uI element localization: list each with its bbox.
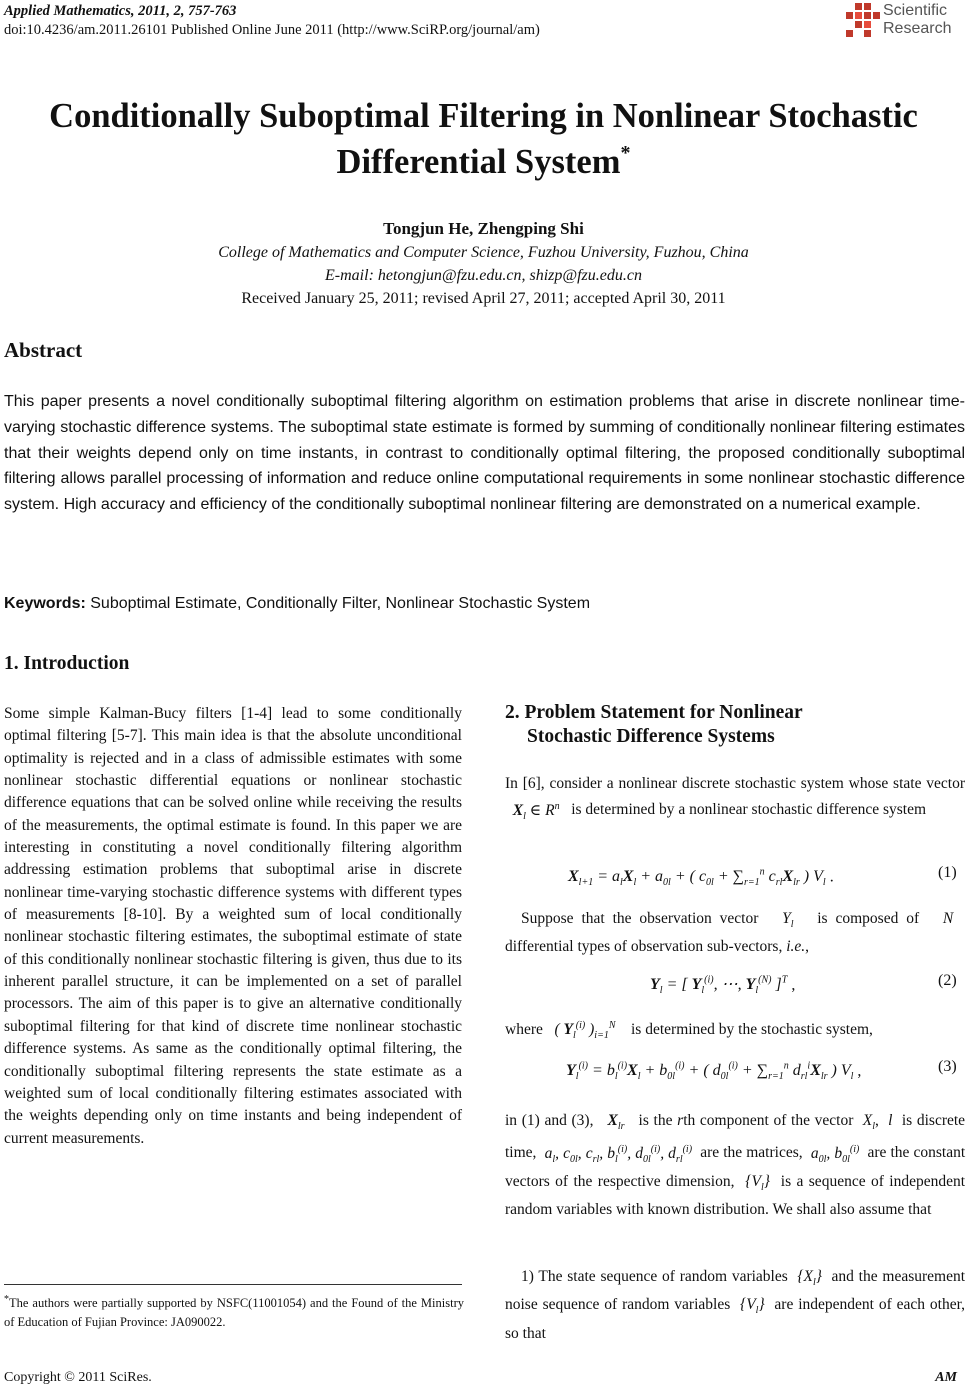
math-y-family: ( $Y_l^{(i)}$ )$_{i=1}^N$	[546, 1020, 616, 1042]
equation-3-number: (3)	[938, 1058, 957, 1075]
math-v-sequence: $\{V_l\}$	[739, 1173, 776, 1194]
math-observation-y: $Y_l$	[766, 910, 794, 931]
math-x-lr: $X_{lr}$	[607, 1112, 625, 1133]
math-x-l: $X_l$	[858, 1112, 875, 1133]
footnote-divider	[4, 1284, 462, 1285]
s2-p1-text-a: In [6], consider a nonlinear discrete stochastic system whose state vector	[505, 775, 965, 792]
s2-p4-text-f: are the constant vectors of the respective dimension,	[505, 1144, 966, 1191]
title-line-1: Conditionally Suboptimal Filtering in Nonlinear Stochastic	[49, 97, 918, 135]
section-2-heading	[505, 701, 803, 749]
equation-1-number: (1)	[938, 864, 957, 881]
s2-p4-text-d: is discrete time,	[505, 1112, 966, 1162]
footnote	[4, 1290, 464, 1332]
abstract-heading: Abstract	[4, 338, 83, 362]
section-2-heading-line-2: Stochastic Difference Systems	[527, 726, 775, 747]
section-2-paragraph-3	[505, 1015, 965, 1048]
s2-p2-text-a: Suppose that the observation vector	[521, 910, 759, 927]
email-line: E-mail: hetongjun@fzu.edu.cn, shizp@fzu.edu.cn	[325, 267, 642, 284]
equation-2-number: (2)	[938, 972, 957, 989]
math-v-sequence-2: $\{V_l\}$	[735, 1296, 770, 1317]
s2-p5-text-c: are independent of each other, so that	[505, 1296, 966, 1342]
footnote-text: The authors were partially supported by NSFC(11001054) and the Found of the Ministry of Education of Fujian Province: JA090022.	[4, 1296, 464, 1330]
doi-line: doi:10.4236/am.2011.26101 Published Online June 2011 (http://www.SciRP.org/journal/am)	[4, 22, 540, 38]
s2-p4-text-b: is the	[638, 1112, 673, 1129]
s2-p2-ie: i.e.	[786, 938, 806, 956]
s2-p4-r: r	[677, 1112, 684, 1129]
title-footnote-marker: *	[620, 142, 631, 164]
section-2-paragraph-4: in (1) and (3), $X_{lr}$ is the rth component of the vector $X_l$, l is discrete time, $a_l$, $c_{0l}$, $c_{rl}$, $b_l^{(i)}$, $d_{0l}^{(i)}$, $d_{rl}^{(i)}$ are the matrices, $a_{0l}$, $b_{0l}^{(i)}$ are the constant vectors of the respective dimension, $\{V_l\}$ is a sequence of independent random variables with known distribution. We shall also assume that	[505, 1112, 966, 1219]
s2-p1-text-b: is determined by a nonlinear stochastic difference system	[571, 801, 927, 819]
keywords	[4, 593, 590, 615]
title-line-2: Differential System	[336, 143, 621, 181]
s2-p5-text-a: 1) The state sequence of random variables	[521, 1268, 788, 1285]
s2-p4-text-a: in (1) and (3),	[505, 1112, 594, 1129]
math-l: l	[883, 1112, 898, 1129]
paper-title	[0, 93, 967, 185]
section-2-heading-line-1: 2. Problem Statement for Nonlinear	[505, 702, 803, 723]
section-2-paragraph-2: Suppose that the observation vector $Y_l$ is composed of N differential types of observation sub-vectors, i.e.,	[505, 910, 965, 956]
journal-citation: Applied Mathematics, 2011, 2, 757-763	[4, 3, 237, 19]
scirp-logo-icon	[845, 3, 881, 39]
s2-p4-text-c: th component of the vector	[683, 1112, 854, 1129]
section-1-heading: 1. Introduction	[4, 653, 130, 674]
abstract-text: This paper presents a novel conditionally suboptimal filtering algorithm on estimation problems that arise in discrete nonlinear time-varying stochastic difference systems. The suboptimal state estimate is formed by summing of conditionally nonlinear filtering estimates that their weights depend only on time instants, in contrast to conditionally optimal filtering, the proposed conditionally suboptimal filtering allows parallel processing of information and reduce online computational requirements in some nonlinear stochastic difference system. High accuracy and efficiency of the conditionally suboptimal nonlinear filtering are demonstrated on a numerical example.	[4, 393, 965, 514]
math-n: N	[927, 910, 965, 927]
section-1-text: Some simple Kalman-Bucy filters [1-4] lead to some conditionally optimal filtering [5-7]. This main idea is that the absolute unconditional optimality is rejected and in a class of admissible estimates with some nonlinear stochastic differential equations or nonlinear stochastic difference equations that can be solved online while receiving the results of the measurements, the optimal estimate is found. In this paper we are interesting in constituting a novel conditionally filtering algorithm addressing estimation problems that suboptimal arise in discrete nonlinear time-varying stochastic difference systems with different types of measurements [8-10]. By a weighted sum of local conditionally nonlinear stochastic filtering estimates, the suboptimal estimate of state of this conditionally nonlinear stochastic filtering is given, thus due to its inherent parallel structure, it can be implemented on a set of parallel processors. The aim of this paper is to give an alternative conditionally suboptimal filtering for that kind of discrete time nonlinear stochastic difference systems. As same as the conditionally optimal filtering, the conditionally suboptimal filtering represents the state estimate as a weighted sum of local conditionally filtering estimates associated with the weights depending only on time instants and being independent of current measurements.	[4, 705, 462, 1147]
s2-p2-text-c: differential types of observation sub-vectors,	[505, 938, 783, 956]
keywords-text: Suboptimal Estimate, Conditionally Filter, Nonlinear Stochastic System	[90, 595, 591, 612]
affiliation: College of Mathematics and Computer Science, Fuzhou University, Fuzhou, China	[218, 244, 749, 261]
journal-abbreviation: AM	[935, 1370, 957, 1385]
s2-p5-text-b: and the measurement noise sequence of random variables	[505, 1268, 966, 1314]
equation-3: $Y_l^{(i)} = b_l^{(i)}X_l + b_{0l}^{(i)}$ + ( $d_{0l}^{(i)} + \sum_{r=1}^n$ $d_{rl}^iX_{lr}$ ) $V_l$ ,	[566, 1061, 862, 1083]
s2-p4-text-g: is a sequence of independent random variables with known distribution. We shall also assume that	[505, 1173, 966, 1219]
math-x-sequence: $\{X_l\}$	[792, 1268, 827, 1289]
logo-line-1: Scientific	[883, 2, 948, 19]
keywords-label: Keywords:	[4, 595, 86, 612]
math-matrices: $a_l$, $c_{0l}$, $c_{rl}$, $b_l^{(i)}$, $d_{0l}^{(i)}$, $d_{rl}^{(i)}$	[540, 1143, 693, 1165]
section-2-paragraph-5	[505, 1266, 965, 1345]
equation-2: $Y_l$ = [ $Y_l^{(i)}$, ⋯, $Y_l^{(N)}$ ]$^T$ ,	[650, 975, 796, 997]
copyright-footer: Copyright © 2011 SciRes.	[4, 1370, 152, 1385]
s2-where: where	[505, 1021, 543, 1039]
equation-1: $X_{l+1} = a_lX_l + a_{0l}$ + ( $c_{0l} + \sum_{r=1}^n$ $c_{rl}X_{lr}$ ) $V_l$ .	[568, 867, 834, 889]
footnote-marker: *	[4, 1294, 9, 1305]
dates-line: Received January 25, 2011; revised April 27, 2011; accepted April 30, 2011	[241, 290, 726, 307]
authors: Tongjun He, Zhengping Shi	[383, 219, 584, 238]
s2-p4-text-e: are the matrices,	[700, 1144, 803, 1162]
logo-line-2: Research	[883, 20, 952, 37]
math-vectors: $a_{0l}$, $b_{0l}^{(i)}$	[806, 1143, 860, 1165]
section-2-paragraph-1	[505, 773, 965, 828]
s2-p3-text-b: is determined by the stochastic system,	[631, 1021, 873, 1039]
publisher-logo	[845, 1, 965, 41]
s2-p2-text-b: is composed of	[817, 910, 920, 927]
math-state-vector: $X_l$ ∈ $R^n$	[512, 800, 560, 822]
